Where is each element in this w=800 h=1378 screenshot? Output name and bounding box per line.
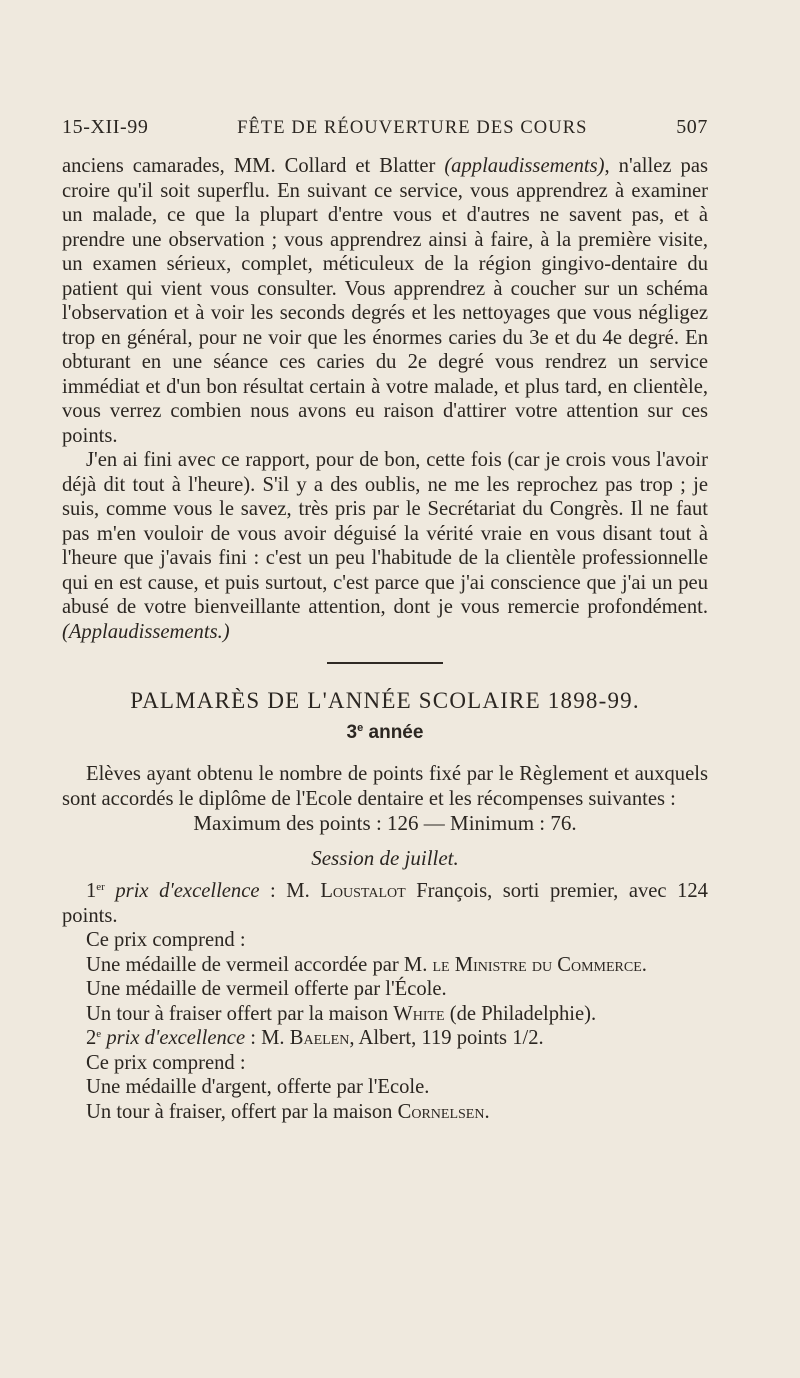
prize2-prefix: : M. [245, 1027, 290, 1049]
year-number: 3 [346, 722, 358, 743]
prize1-item3-end: (de Philadelphie). [444, 1002, 597, 1025]
prize1-item-3 [62, 1002, 708, 1027]
points-range: Maximum des points : 126 — Minimum : 76. [193, 811, 577, 835]
prize2-line [62, 1026, 708, 1051]
prize2-item-2 [62, 1100, 708, 1125]
palmares-intro: Elèves ayant obtenu le nombre de points fixé par le Règlement et auxquels sont accordés le diplôme de l'Ecole dentaire et les récompenses suivantes : [62, 763, 708, 810]
prize2-rank: 2 [86, 1027, 97, 1049]
running-header [62, 116, 708, 152]
prize1-item3-text: Un tour à fraiser offert par la maison [86, 1002, 394, 1025]
prize2-item2-text: Un tour à fraiser, offert par la maison [86, 1100, 398, 1123]
page-number: 507 [676, 116, 708, 138]
document-page [62, 116, 708, 1124]
year-suffix: e [357, 722, 364, 734]
prize1-comprises: Ce prix comprend : [86, 929, 246, 951]
prize1-item1-minister: le Ministre du Commerce [432, 953, 642, 976]
prize1-item1-end: . [641, 953, 647, 976]
prize2-details: , Albert, 119 points 1/2. [349, 1027, 544, 1049]
prize2-name: Baelen [289, 1027, 350, 1049]
prize2-comprises: Ce prix comprend : [86, 1051, 246, 1074]
prize2-rank-suffix: e [96, 1028, 102, 1040]
prize1-prefix: : M. [259, 880, 321, 902]
header-date: 15-XII-99 [62, 116, 149, 138]
paragraph-closing-remarks [62, 448, 708, 644]
prize2-item2-end: . [484, 1100, 490, 1123]
prize1-line [62, 879, 708, 928]
prize1-item1-text: Une médaille de vermeil accordée par M. [86, 953, 433, 976]
prize1-label: prix d'excellence [104, 880, 260, 902]
session-heading: Session de juillet. [311, 846, 459, 870]
prize1-details: François, sorti premier, avec 124 points. [62, 880, 708, 927]
prize1-item3-maker: White [393, 1002, 445, 1025]
palmares-title: PALMARÈS DE L'ANNÉE SCOLAIRE 1898-99. [130, 688, 640, 713]
paragraph-continuation [62, 154, 708, 448]
prize1-item-1 [62, 953, 708, 978]
prize1-name: Loustalot [320, 880, 406, 902]
prize1-rank-suffix: er [96, 881, 105, 893]
prize2-item2-maker: Cornelsen [397, 1100, 485, 1123]
year-heading [62, 722, 708, 744]
paragraph1-start: anciens camarades, MM. Collard et Blatter [62, 155, 445, 177]
prize1-item-2: Une médaille de vermeil offerte par l'École. [86, 978, 447, 1000]
section-divider [327, 662, 443, 664]
paragraph1-rest: , n'allez pas croire qu'il soit superflu. En suivant ce service, vous apprendrez à examiner un malade, ce que la plupart d'entre vous et d'autres ne savent pas, et à prendre une observation ; vous apprendrez ainsi à faire, à la première visite, un examen sérieux, complet, méticuleux de la région gingivo-dentaire du patient qui vient vous consulter. Vous apprendrez à coucher sur un schéma l'observation et à voir les seconds degrés et les nettoyages que vous négligez trop en général, pour ne voir que les énormes caries du 3e et du 4e degré. En obturant en une séance ces caries du 2e degré vous rendrez un service immédiat et d'un bon résultat certain à votre malade, et plus tard, en clientèle, vous verrez combien nous avons eu raison d'attirer votre attention sur ces points. [62, 155, 708, 447]
applause-note-2: (Applaudissements.) [62, 620, 230, 643]
prize2-item-1: Une médaille d'argent, offerte par l'Ecole. [86, 1076, 430, 1098]
paragraph2-text: J'en ai fini avec ce rapport, pour de bon, cette fois (car je crois vous l'avoir déjà dit tout à l'heure). S'il y a des oublis, ne me les reprochez pas trop ; je suis, comme vous le savez, très pris par le Secrétariat du Congrès. Il ne faut pas m'en vouloir de vous avoir déguisé la vérité vraie en vous disant tout à l'heure que j'avais fini : c'est un peu l'habitude de la clientèle professionnelle qui en est cause, et puis surtout, c'est parce que j'ai conscience que j'ai un peu abusé de votre bienveillante attention, dont je vous remercie profondément. [62, 449, 708, 618]
year-label: année [363, 722, 424, 743]
prize2-label: prix d'excellence [101, 1027, 246, 1049]
prize1-rank: 1 [86, 880, 97, 902]
applause-note: (applaudissements) [444, 155, 605, 177]
header-title: FÊTE DE RÉOUVERTURE DES COURS [237, 118, 588, 138]
